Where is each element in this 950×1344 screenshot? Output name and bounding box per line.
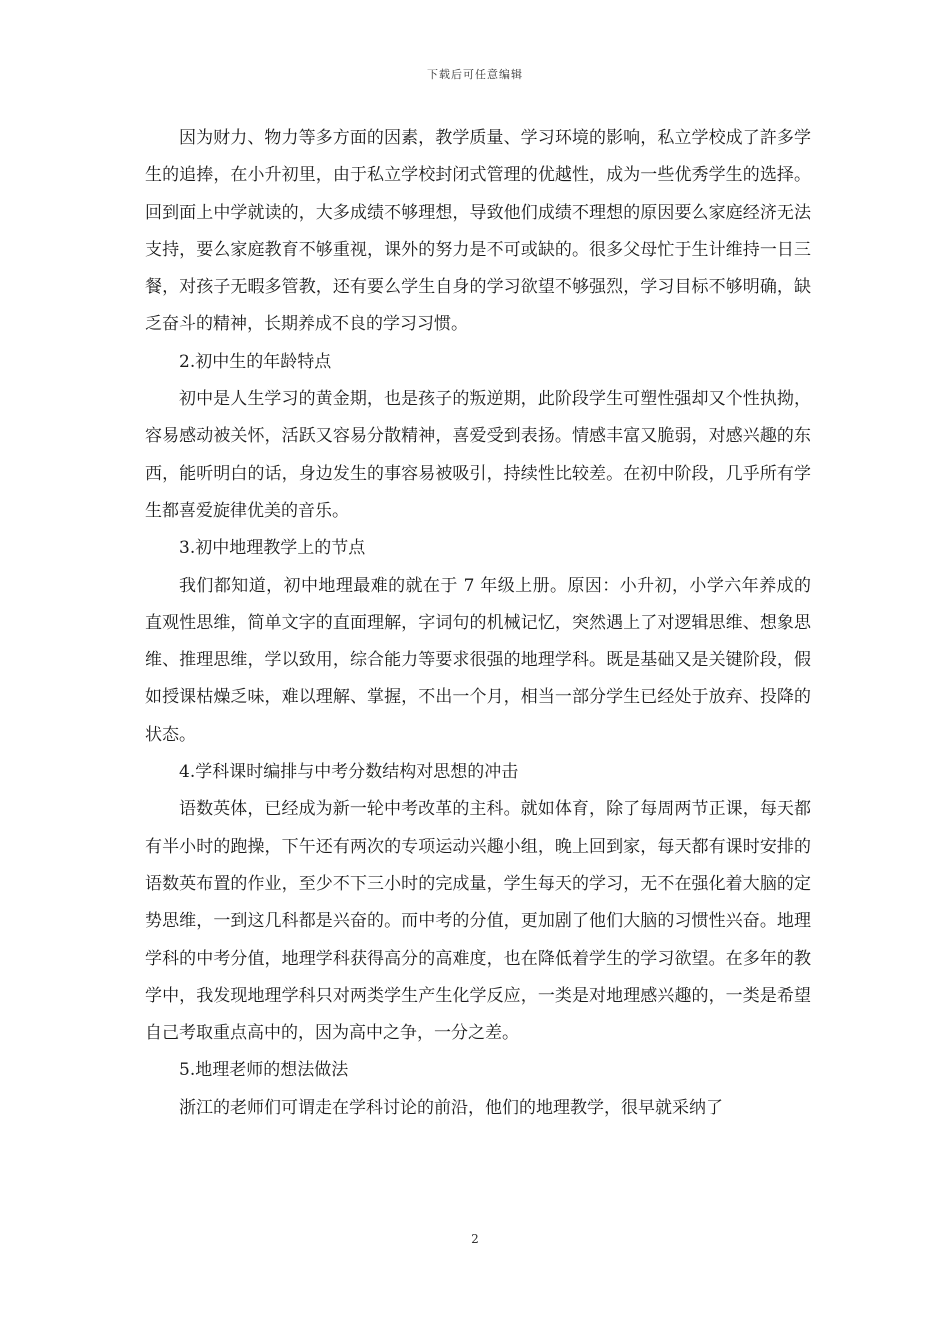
section-heading-teacher-approach: 5.地理老师的想法做法 bbox=[179, 1060, 349, 1081]
paragraph-age-characteristics: 初中是人生学习的黄金期，也是孩子的叛逆期，此阶段学生可塑性强却又个性执拗，容易感动被关怀，活跃又容易分散精神，喜爱受到表扬。情感丰富又脆弱，对感兴趣的东西，能听明白的话，身边发生的事容易被吸引，持续性比较差。在初中阶段，几乎所有学生都喜爱旋律优美的音乐。 bbox=[145, 389, 811, 521]
paragraph-private-school-factors: 因为财力、物力等多方面的因素，教学质量、学习环境的影响，私立学校成了許多学生的追捧，在小升初里，由于私立学校封闭式管理的优越性，成为一些优秀学生的选择。回到面上中学就读的，大多成绩不够理想，导致他们成绩不理想的原因要么家庭经济无法支持，要么家庭教育不够重视，课外的努力是不可或缺的。很多父母忙于生计维持一日三餐，对孩子无暇多管教，还有要么学生自身的学习欲望不够强烈，学习目标不够明确，缺乏奋斗的精神，长期养成不良的学习习惯。 bbox=[145, 128, 811, 335]
page-number: 2 bbox=[471, 1232, 479, 1246]
section-heading-schedule-impact: 4.学科课时编排与中考分数结构对思想的冲击 bbox=[179, 762, 519, 783]
paragraph-teaching-node: 我们都知道，初中地理最难的就在于 7 年级上册。原因：小升初，小学六年养成的直观性思维，简单文字的直面理解，字词句的机械记忆，突然遇上了对逻辑思维、想象思维、推理思维，学以致用，综合能力等要求很强的地理学科。既是基础又是关键阶段，假如授课枯燥乏味，难以理解、掌握，不出一个月，相当一部分学生已经处于放弃、投降的状态。 bbox=[145, 575, 811, 745]
paragraph-schedule-impact: 语数英体，已经成为新一轮中考改革的主科。就如体育，除了每周两节正课，每天都有半小时的跑操，下午还有两次的专项运动兴趣小组，晚上回到家，每天都有课时安排的语数英布置的作业，至少不下三小时的完成量，学生每天的学习，无不在强化着大脑的定势思维，一到这几科都是兴奋的。而中考的分值，更加剧了他们大脑的习惯性兴奋。地理学科的中考分值，地理学科获得高分的高难度，也在降低着学生的学习欲望。在多年的教学中，我发现地理学科只对两类学生产生化学反应，一类是对地理感兴趣的，一类是希望自己考取重点高中的，因为高中之争，一分之差。 bbox=[145, 799, 811, 1044]
paragraph-teacher-approach: 浙江的老师们可谓走在学科讨论的前沿，他们的地理教学，很早就采纳了 bbox=[179, 1097, 723, 1118]
section-heading-teaching-node: 3.初中地理教学上的节点 bbox=[179, 538, 366, 559]
section-heading-age-characteristics: 2.初中生的年龄特点 bbox=[179, 351, 332, 372]
page-header: 下载后可任意编辑 bbox=[427, 68, 523, 81]
document-body bbox=[145, 120, 811, 1127]
